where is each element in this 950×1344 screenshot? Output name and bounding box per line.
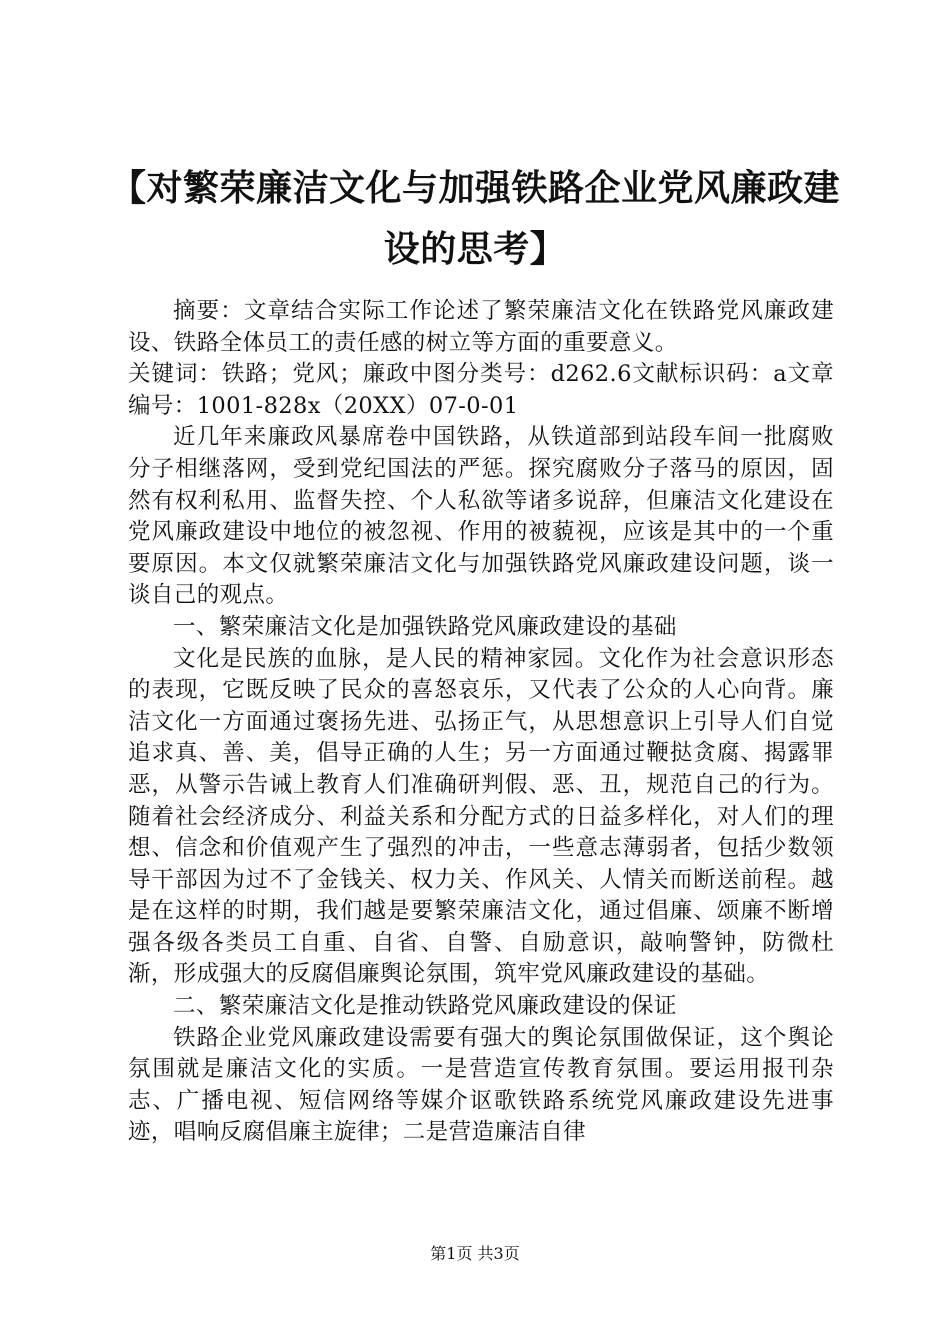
document-title	[100, 158, 850, 280]
body-paragraph: 文化是民族的血脉，是人民的精神家园。文化作为社会意识形态的表现，它既反映了民众的喜怒哀乐，又代表了公众的人心向背。廉洁文化一方面通过褒扬先进、弘扬正气，从思想意识上引导人们自觉追求真、善、美，倡导正确的人生；另一方面通过鞭挞贪腐、揭露罪恶，从警示告诫上教育人们准确研判假、恶、丑，规范自己的行为。随着社会经济成分、利益关系和分配方式的日益多样化，对人们的理想、信念和价值观产生了强烈的冲击，一些意志薄弱者，包括少数领导干部因为过不了金钱关、权力关、作风关、人情关而断送前程。越是在这样的时期，我们越是要繁荣廉洁文化，通过倡廉、颂廉不断增强各级各类员工自重、自省、自警、自励意识，敲响警钟，防微杜渐，形成强大的反腐倡廉舆论氛围，筑牢党风廉政建设的基础。	[128, 645, 834, 988]
section-heading: 二、繁荣廉洁文化是推动铁路党风廉政建设的保证	[173, 993, 677, 1020]
title-line-1: 【对繁荣廉洁文化与加强铁路企业党风廉政建	[109, 167, 840, 209]
section-heading: 一、繁荣廉洁文化是加强铁路党风廉政建设的基础	[173, 613, 677, 640]
keywords-paragraph: 关键词：铁路；党风；廉政中图分类号：d262.6文献标识码：a文章编号：1001-828x（20XX）07-0-01	[128, 361, 834, 419]
title-line-2: 设的思考】	[383, 228, 567, 270]
abstract-paragraph: 摘要：文章结合实际工作论述了繁荣廉洁文化在铁路党风廉政建设、铁路全体员工的责任感的树立等方面的重要意义。	[128, 298, 834, 356]
body-paragraph: 近几年来廉政风暴席卷中国铁路，从铁道部到站段车间一批腐败分子相继落网，受到党纪国法的严惩。探究腐败分子落马的原因，固然有权利私用、监督失控、个人私欲等诸多说辞，但廉洁文化建设在党风廉政建设中地位的被忽视、作用的被藐视，应该是其中的一个重要原因。本文仅就繁荣廉洁文化与加强铁路党风廉政建设问题，谈一谈自己的观点。	[128, 424, 834, 609]
page-footer: 第1页 共3页	[430, 1244, 520, 1263]
document-body	[128, 296, 834, 1149]
body-paragraph: 铁路企业党风廉政建设需要有强大的舆论氛围做保证，这个舆论氛围就是廉洁文化的实质。一是营造宣传教育氛围。要运用报刊杂志、广播电视、短信网络等媒介讴歌铁路系统党风廉政建设先进事迹，唱响反腐倡廉主旋律；二是营造廉洁自律	[128, 1024, 834, 1146]
